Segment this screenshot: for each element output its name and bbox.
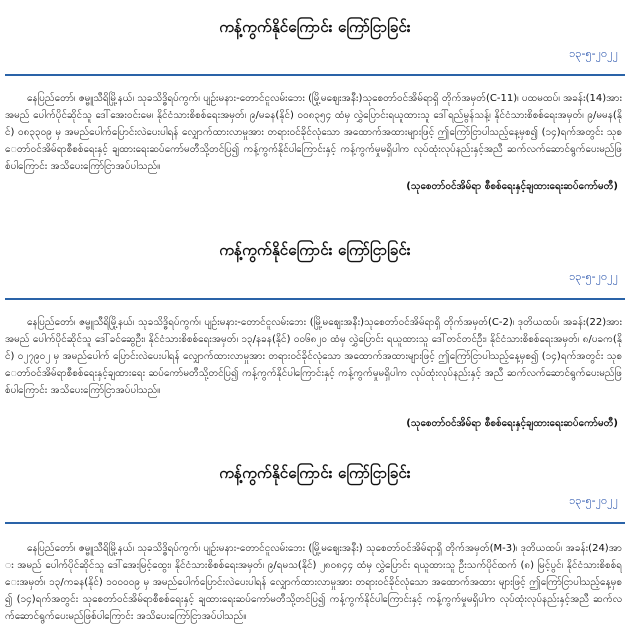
divider: [5, 522, 625, 524]
divider: [5, 298, 625, 300]
notice-signature: (သုစေတာ်ဝင်အိမ်ရာ စီစစ်ရေးနှင့်ချထားရေးဆပ်ကော်မတီ): [406, 181, 618, 192]
notice-body: နေပြည်တော်၊ ဇမ္ဗူသီရိမြို့နယ်၊ သုခသိဒ္ဓိရပ်ကွက်၊ ပျဉ်းမနား-တောင်ငူလမ်းဘေး (မြို့မဈေးအနီး) သုစေတာ်ဝင်အိမ်ရာရှိ တိုက်အမှတ်(M-3)၊ ဒုတိယထပ်၊ အခန်း(24)အား အမည် ပေါက်ပိုင်ဆိုင်သူ ဒေါ်အေးမြင့်ထွေး၊ နိုင်ငံသားစိစစ်ရေးအမှတ်၊ ၉/ရမသ(နိုင်) ၂၈၀၈၄၄ ထံမှ လွှဲပြောင်း ရယူထားသူ ဦးသက်ပိုင်ထက် (၈) မြင့်ပွင်၊ နိုင်ငံသားစိစစ်ရေးအမှတ်၊ ၁၃/ကခန(နိုင်) ၁၀၀၀၀၉ မှ အမည်ပေါက်ပြောင်းလဲပေးပါရန် လျှောက်ထားလာမှုအား တရားဝင်ခိုင်လုံသော အထောက်အထား များဖြင့် ဤကြော်ငြာပါသည့်နေ့မှစ၍ (၁၄)ရက်အတွင်း သုစေတာ်ဝင်အိမ်ရာစီစစ်ရေးနှင့် ချထားရေးဆပ်ကော်မတီသို့တင်ပြ၍ ကန့်ကွက်နိုင်ပါကြောင်းနှင့် ကန့်ကွက်မှုမရှိပါက လုပ်ထုံးလုပ်နည်းနှင့်အညီ ဆက်လက်ဆောင်ရွက်ပေးမည်ဖြစ်ပါကြောင်း အသိပေးကြော်ငြာအပ်ပါသည်။: [5, 543, 622, 622]
divider: [5, 74, 625, 76]
notice-date: ၁၃-၅-၂၀၂၂: [569, 270, 618, 283]
notice-title: ကန့်ကွက်နိုင်ကြောင်း ကြော်ငြာခြင်း: [219, 241, 411, 259]
notice-date: ၁၃-၅-၂၀၂၂: [569, 47, 618, 60]
notice-body: နေပြည်တော်၊ ဇမ္ဗူသီရိမြို့နယ်၊ သုခသိဒ္ဓိရပ်ကွက်၊ ပျဉ်းမနား-တောင်ငူလမ်းဘေး (မြို့မဈေးအနီး)သုစေတာ်ဝင်အိမ်ရာရှိ တိုက်အမှတ်(C-2)၊ ဒုတိယထပ်၊ အခန်း(22)အား အမည် ပေါက်ပိုင်ဆိုင်သူ ဒေါ်ခင်ဆွေဦး၊ နိုင်ငံသားစိစစ်ရေးအမှတ်၊ ၁၃/နခန(နိုင်) ၀၀၆၈၂၀ ထံမှ လွှဲပြောင်း ရယူထားသူ ဒေါ်တင်တင်ဦး၊ နိုင်ငံသားစိစစ်ရေးအမှတ်၊ ၈/ပခက(နိုင်) ၀၂၇၉၀၂ မှ အမည်ပေါက် ပြောင်းလဲပေးပါရန် လျှောက်ထားလာမှုအား တရားဝင်ခိုင်လုံသော အထောက်အထားများဖြင့် ဤကြော်ငြာပါသည့်နေ့မှစ၍ (၁၄)ရက်အတွင်း သုစေတာ်ဝင်အိမ်ရာစီစစ်ရေးနှင့်ချထားရေး ဆပ်ကော်မတီသို့တင်ပြ၍ ကန့်ကွက်နိုင်ပါကြောင်းနှင့် ကန့်ကွက်မှုမရှိပါက လုပ်ထုံးလုပ်နည်းနှင့် အညီ ဆက်လက်ဆောင်ရွက်ပေးမည်ဖြစ်ပါကြောင်း အသိပေးကြော်ငြာအပ်ပါသည်။: [5, 317, 622, 396]
notice-date: ၁၃-၅-၂၀၂၂: [569, 494, 618, 507]
notice-title: ကန့်ကွက်နိုင်ကြောင်း ကြော်ငြာခြင်း: [219, 464, 411, 482]
notice-body: နေပြည်တော်၊ ဇမ္ဗူသီရိမြို့နယ်၊ သုခသိဒ္ဓိရပ်ကွက်၊ ပျဉ်းမနား-တောင်ငူလမ်းဘေး (မြို့မဈေးအနီး)သုစေတာ်ဝင်အိမ်ရာရှိ တိုက်အမှတ်(C-11)၊ ပထမထပ်၊ အခန်း(14)အား အမည် ပေါက်ပိုင်ဆိုင်သူ ဒေါ်အေးဝင်းမေ၊ နိုင်ငံသားစိစစ်ရေးအမှတ်၊ ၉/မခန(နိုင်) ၀၀၈၃၅၄ ထံမှ လွှဲပြောင်းရယူထားသူ ဒေါ်ရည်မွန်သန့်၊ နိုင်ငံသားစိစစ်ရေးအမှတ်၊ ၉/မမန(နိုင်) ၀၈၃၃၀၉ မှ အမည်ပေါက်ပြောင်းလဲပေးပါရန် လျှောက်ထားလာမှုအား တရားဝင်ခိုင်လုံသော အထောက်အထားများဖြင့် ဤကြော်ငြာပါသည့်နေ့မှစ၍ (၁၄)ရက်အတွင်း သုစေတာ်ဝင်အိမ်ရာစီစစ်ရေးနှင့် ချထားရေးဆပ်ကော်မတီသို့တင်ပြ၍ ကန့်ကွက်နိုင်ပါကြောင်းနှင့် ကန့်ကွက်မှုမရှိပါက လုပ်ထုံးလုပ်နည်းနှင့်အညီ ဆက်လက်ဆောင်ရွက်ပေးမည်ဖြစ်ပါကြောင်း အသိပေးကြော်ငြာအပ်ပါသည်။: [5, 93, 622, 172]
notice-title: ကန့်ကွက်နိုင်ကြောင်း ကြော်ငြာခြင်း: [219, 18, 411, 36]
notice-signature: (သုစေတာ်ဝင်အိမ်ရာ စီစစ်ရေးနှင့်ချထားရေးဆပ်ကော်မတီ): [406, 418, 618, 429]
